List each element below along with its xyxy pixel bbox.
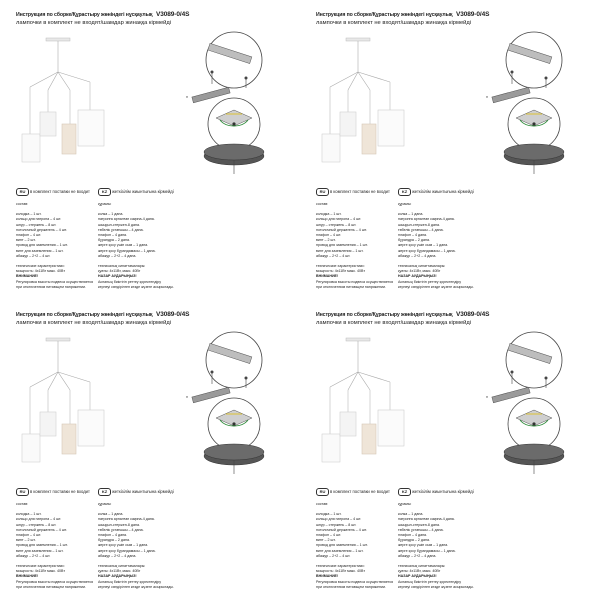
ru-badge: RU	[16, 188, 29, 196]
kz-not-included-note: жеткізілім жиынтығына кірмейді	[112, 189, 174, 194]
kz-column-line: абажур – 2+2 – 4 дана.	[98, 253, 137, 258]
kz-column-line: патронға арналған сақина-4 дана.	[98, 517, 155, 522]
kz-column-line: плафон – 4 дана.	[398, 233, 428, 238]
kz-column-line: абажур – 2+2 – 4 дана.	[98, 553, 137, 558]
ru-column-line: шнур – стержень – 8 шт.	[16, 522, 57, 527]
kz-column-line: кернеуі сөндірілген кезде жүзеге асырылады.	[98, 584, 174, 589]
header-instruction	[16, 12, 301, 18]
kz-column-line: төбелік ұстағышы – 4 дана.	[398, 227, 444, 232]
kz-column-line: төбелік ұстағышы – 4 дана.	[98, 527, 144, 532]
kz-column-line: құрамы:	[98, 202, 112, 206]
ru-column-line: при отключенном питающем напряжении.	[16, 284, 87, 289]
model-number: V3089-0/4S	[456, 11, 490, 18]
ru-column-line: абажур – 2+2 – 4 шт.	[316, 553, 351, 558]
ru-column-line: провод для заземления – 1 шт.	[316, 243, 368, 248]
ru-specification-column	[16, 202, 104, 290]
kz-specification-column	[98, 502, 186, 590]
lamps-note: лампочки в комплект не входят/шамдар жинаққа кірмейді	[16, 20, 172, 26]
ru-column-line: технические характеристики:	[316, 564, 365, 569]
ru-column-line: винт – 2 шт.	[316, 538, 336, 543]
kz-badge: KZ	[398, 488, 411, 496]
kz-column-line: НАЗАР АУДАРЫҢЫЗ!	[398, 274, 437, 279]
kz-not-included-note: жеткізілім жиынтығына кірмейді	[412, 489, 474, 494]
instruction-panel-bottom-right	[308, 312, 598, 602]
ru-column-line: при отключенном питающем напряжении.	[316, 584, 387, 589]
kz-column-line: техникалық сипаттамалары:	[98, 264, 146, 269]
ru-column-line: состав:	[16, 202, 29, 206]
kz-column-line: жерге қосу үшін сым – 1 дана.	[398, 543, 449, 548]
kz-column-line: қуаты: 4х11Вт, макс. 40Вт	[98, 569, 141, 574]
ru-column-line: ВНИМАНИЕ!	[16, 274, 39, 279]
ru-badge: RU	[16, 488, 29, 496]
kz-column-line: НАЗАР АУДАРЫҢЫЗ!	[98, 574, 137, 579]
ru-column-line: колодка – 1 шт.	[316, 212, 342, 217]
kz-column-line: патронға арналған сақина-4 дана.	[398, 217, 455, 222]
ru-column-line: потолочный держатель – 4 шт.	[16, 527, 67, 532]
ru-specification-column	[316, 202, 404, 290]
ru-column-line: кольцо для патрона – 4 шт.	[316, 217, 362, 222]
ru-column-line: мощность: 4х11Вт макс. 40Вт	[316, 569, 365, 574]
kz-column-line: патронға арналған сақина-4 дана.	[98, 217, 155, 222]
kz-column-line: плафон – 4 дана.	[98, 533, 128, 538]
kz-column-line: құрамы:	[398, 502, 412, 506]
svg-text:*: *	[186, 396, 188, 402]
ru-not-included-note: в комплект поставки не входит	[30, 189, 90, 194]
kz-column-line: кернеуі сөндірілген кезде жүзеге асырылады.	[98, 284, 174, 289]
lamps-note: лампочки в комплект не входят/шамдар жинаққа кірмейді	[316, 20, 472, 26]
ru-column-line: Регулировка высоты подвеса осуществляется	[16, 579, 94, 584]
ru-column-line: кольцо для патрона – 4 шт.	[16, 217, 62, 222]
ru-column-line: потолочный держатель – 4 шт.	[316, 227, 367, 232]
ru-column-line: мощность: 4х11Вт макс. 40Вт	[316, 269, 365, 274]
ru-column-line: колодка – 1 шт.	[16, 512, 42, 517]
ru-column-line: абажур – 2+2 – 4 шт.	[16, 553, 51, 558]
ru-column-line: плафон – 4 шт.	[316, 233, 342, 238]
ru-column-line: потолочный держатель – 4 шт.	[16, 227, 67, 232]
kz-column-line: жерге қосу үшін сым – 1 дана.	[398, 243, 449, 248]
ru-column-line: плафон – 4 шт.	[316, 533, 342, 538]
kz-column-line: жерге қосу бұрандамасы – 1 дана.	[98, 248, 156, 253]
kz-column-line: колка – 1 дана.	[98, 512, 124, 517]
kz-column-line: абажур – 2+2 – 4 дана.	[398, 253, 437, 258]
ru-column-line: шнур – стержень – 8 шт.	[316, 222, 357, 227]
ru-column-line: технические характеристики:	[316, 264, 365, 269]
kz-column-line: жерге қосу бұрандамасы – 1 дана.	[398, 248, 456, 253]
ru-column-line: мощность: 4х11Вт макс. 40Вт	[16, 569, 65, 574]
kz-column-line: жерге қосу үшін сым – 1 дана.	[98, 243, 149, 248]
kz-column-line: қуаты: 4х11Вт, макс. 40Вт	[98, 269, 141, 274]
ru-column-line: шнур – стержень – 8 шт.	[316, 522, 357, 527]
mounting-diagram	[476, 328, 591, 478]
kz-column-line: техникалық сипаттамалары:	[398, 264, 446, 269]
kz-column-line: шыңқыл-стержен-8 дана.	[398, 522, 440, 527]
kz-column-line: Аспаның биіктігін реттеу қоректендіру	[398, 279, 462, 284]
kz-column-line: техникалық сипаттамалары:	[98, 564, 146, 569]
kz-column-line: кернеуі сөндірілген кезде жүзеге асырылады.	[398, 284, 474, 289]
header-instruction	[316, 312, 600, 318]
ru-column-line: абажур – 2+2 – 4 шт.	[316, 253, 351, 258]
kz-column-line: жерге қосу бұрандамасы – 1 дана.	[98, 548, 156, 553]
model-number: V3089-0/4S	[456, 311, 490, 318]
lamps-note: лампочки в комплект не входят/шамдар жинаққа кірмейді	[16, 320, 172, 326]
model-number: V3089-0/4S	[156, 311, 190, 318]
kz-column-line: колка – 1 дана.	[98, 212, 124, 217]
ru-badge: RU	[316, 188, 329, 196]
ru-column-line: Регулировка высоты подвеса осуществляется	[316, 279, 394, 284]
kz-column-line: колка – 1 дана.	[398, 512, 424, 517]
mounting-diagram	[476, 28, 591, 178]
kz-badge: KZ	[398, 188, 411, 196]
instruction-panel-top-left	[8, 12, 298, 302]
svg-text:*: *	[486, 396, 488, 402]
ru-column-line: провод для заземления – 1 шт.	[316, 543, 368, 548]
ru-column-line: технические характеристики:	[16, 264, 65, 269]
instruction-title: Инструкция по сборке/Құрастыру жөніндегі нұсқаулық	[316, 312, 453, 318]
model-number: V3089-0/4S	[156, 11, 190, 18]
mounting-diagram	[176, 28, 291, 178]
kz-column-line: кернеуі сөндірілген кезде жүзеге асырылады.	[398, 584, 474, 589]
ru-column-line: кольцо для патрона – 4 шт.	[316, 517, 362, 522]
kz-badge: KZ	[98, 488, 111, 496]
kz-specification-column	[98, 202, 186, 290]
header-instruction	[316, 12, 600, 18]
ru-column-line: потолочный держатель – 4 шт.	[316, 527, 367, 532]
ru-column-line: колодка – 1 шт.	[316, 512, 342, 517]
instruction-title: Инструкция по сборке/Құрастыру жөніндегі нұсқаулық	[16, 12, 153, 18]
ru-column-line: ВНИМАНИЕ!	[316, 274, 339, 279]
kz-column-line: техникалық сипаттамалары:	[398, 564, 446, 569]
ru-column-line: абажур – 2+2 – 4 шт.	[16, 253, 51, 258]
ru-column-line: винт для заземления – 1 шт.	[316, 248, 364, 253]
kz-column-line: Аспаның биіктігін реттеу қоректендіру	[98, 279, 162, 284]
kz-column-line: жерге қосу бұрандамасы – 1 дана.	[398, 548, 456, 553]
ru-column-line: винт – 2 шт.	[16, 238, 36, 243]
ru-column-line: винт – 2 шт.	[316, 238, 336, 243]
ru-badge: RU	[316, 488, 329, 496]
ru-specification-column	[316, 502, 404, 590]
kz-column-line: жерге қосу үшін сым – 1 дана.	[98, 543, 149, 548]
pendant-lamp-illustration	[8, 332, 178, 502]
svg-text:*: *	[486, 96, 488, 102]
ru-not-included-note: в комплект поставки не входит	[30, 489, 90, 494]
ru-column-line: Регулировка высоты подвеса осуществляется	[316, 579, 394, 584]
ru-column-line: состав:	[316, 202, 329, 206]
kz-not-included-note: жеткізілім жиынтығына кірмейді	[412, 189, 474, 194]
ru-column-line: ВНИМАНИЕ!	[16, 574, 39, 579]
kz-column-line: плафон – 4 дана.	[98, 233, 128, 238]
ru-column-line: состав:	[316, 502, 329, 506]
instruction-panel-bottom-left	[8, 312, 298, 602]
kz-column-line: бұрандра – 2 дана.	[98, 538, 131, 543]
ru-column-line: при отключенном питающем напряжении.	[316, 284, 387, 289]
ru-column-line: колодка – 1 шт.	[16, 212, 42, 217]
kz-column-line: шыңқыл-стержен-8 дана.	[398, 222, 440, 227]
kz-column-line: төбелік ұстағышы – 4 дана.	[398, 527, 444, 532]
ru-column-line: винт для заземления – 1 шт.	[316, 548, 364, 553]
kz-column-line: колка – 1 дана.	[398, 212, 424, 217]
pendant-lamp-illustration	[308, 32, 478, 202]
kz-badge: KZ	[98, 188, 111, 196]
ru-column-line: винт для заземления – 1 шт.	[16, 548, 64, 553]
ru-column-line: кольцо для патрона – 4 шт.	[16, 517, 62, 522]
kz-not-included-note: жеткізілім жиынтығына кірмейді	[112, 489, 174, 494]
pendant-lamp-illustration	[308, 332, 478, 502]
ru-not-included-note: в комплект поставки не входит	[330, 189, 390, 194]
ru-column-line: мощность: 4х11Вт макс. 40Вт	[16, 269, 65, 274]
kz-column-line: бұрандра – 2 дана.	[398, 238, 431, 243]
ru-column-line: Регулировка высоты подвеса осуществляется	[16, 279, 94, 284]
instruction-panel-top-right	[308, 12, 598, 302]
ru-column-line: при отключенном питающем напряжении.	[16, 584, 87, 589]
ru-column-line: плафон – 4 шт.	[16, 533, 42, 538]
ru-column-line: провод для заземления – 1 шт.	[16, 243, 68, 248]
ru-column-line: ВНИМАНИЕ!	[316, 574, 339, 579]
ru-column-line: шнур – стержень – 8 шт.	[16, 222, 57, 227]
supply-badges	[16, 488, 301, 498]
ru-not-included-note: в комплект поставки не входит	[330, 489, 390, 494]
kz-column-line: НАЗАР АУДАРЫҢЫЗ!	[398, 574, 437, 579]
ru-column-line: провод для заземления – 1 шт.	[16, 543, 68, 548]
kz-column-line: патронға арналған сақина-4 дана.	[398, 517, 455, 522]
kz-specification-column	[398, 502, 486, 590]
kz-column-line: қуаты: 4х11Вт, макс. 40Вт	[398, 269, 441, 274]
kz-column-line: төбелік ұстағышы – 4 дана.	[98, 227, 144, 232]
ru-column-line: технические характеристики:	[16, 564, 65, 569]
instruction-title: Инструкция по сборке/Құрастыру жөніндегі нұсқаулық	[316, 12, 453, 18]
mounting-diagram	[176, 328, 291, 478]
ru-column-line: винт для заземления – 1 шт.	[16, 248, 64, 253]
supply-badges	[16, 188, 301, 198]
kz-column-line: плафон – 4 дана.	[398, 533, 428, 538]
ru-column-line: винт – 2 шт.	[16, 538, 36, 543]
svg-text:*: *	[186, 96, 188, 102]
kz-column-line: құрамы:	[398, 202, 412, 206]
kz-column-line: Аспаның биіктігін реттеу қоректендіру	[398, 579, 462, 584]
supply-badges	[316, 488, 600, 498]
kz-specification-column	[398, 202, 486, 290]
kz-column-line: шыңқыл-стержен-8 дана.	[98, 222, 140, 227]
header-instruction	[16, 312, 301, 318]
ru-column-line: плафон – 4 шт.	[16, 233, 42, 238]
lamps-note: лампочки в комплект не входят/шамдар жинаққа кірмейді	[316, 320, 472, 326]
instruction-title: Инструкция по сборке/Құрастыру жөніндегі нұсқаулық	[16, 312, 153, 318]
kz-column-line: абажур – 2+2 – 4 дана.	[398, 553, 437, 558]
kz-column-line: қуаты: 4х11Вт, макс. 40Вт	[398, 569, 441, 574]
ru-specification-column	[16, 502, 104, 590]
kz-column-line: құрамы:	[98, 502, 112, 506]
pendant-lamp-illustration	[8, 32, 178, 202]
ru-column-line: состав:	[16, 502, 29, 506]
kz-column-line: Аспаның биіктігін реттеу қоректендіру	[98, 579, 162, 584]
kz-column-line: НАЗАР АУДАРЫҢЫЗ!	[98, 274, 137, 279]
kz-column-line: шыңқыл-стержен-8 дана.	[98, 522, 140, 527]
kz-column-line: бұрандра – 2 дана.	[98, 238, 131, 243]
supply-badges	[316, 188, 600, 198]
kz-column-line: бұрандра – 2 дана.	[398, 538, 431, 543]
